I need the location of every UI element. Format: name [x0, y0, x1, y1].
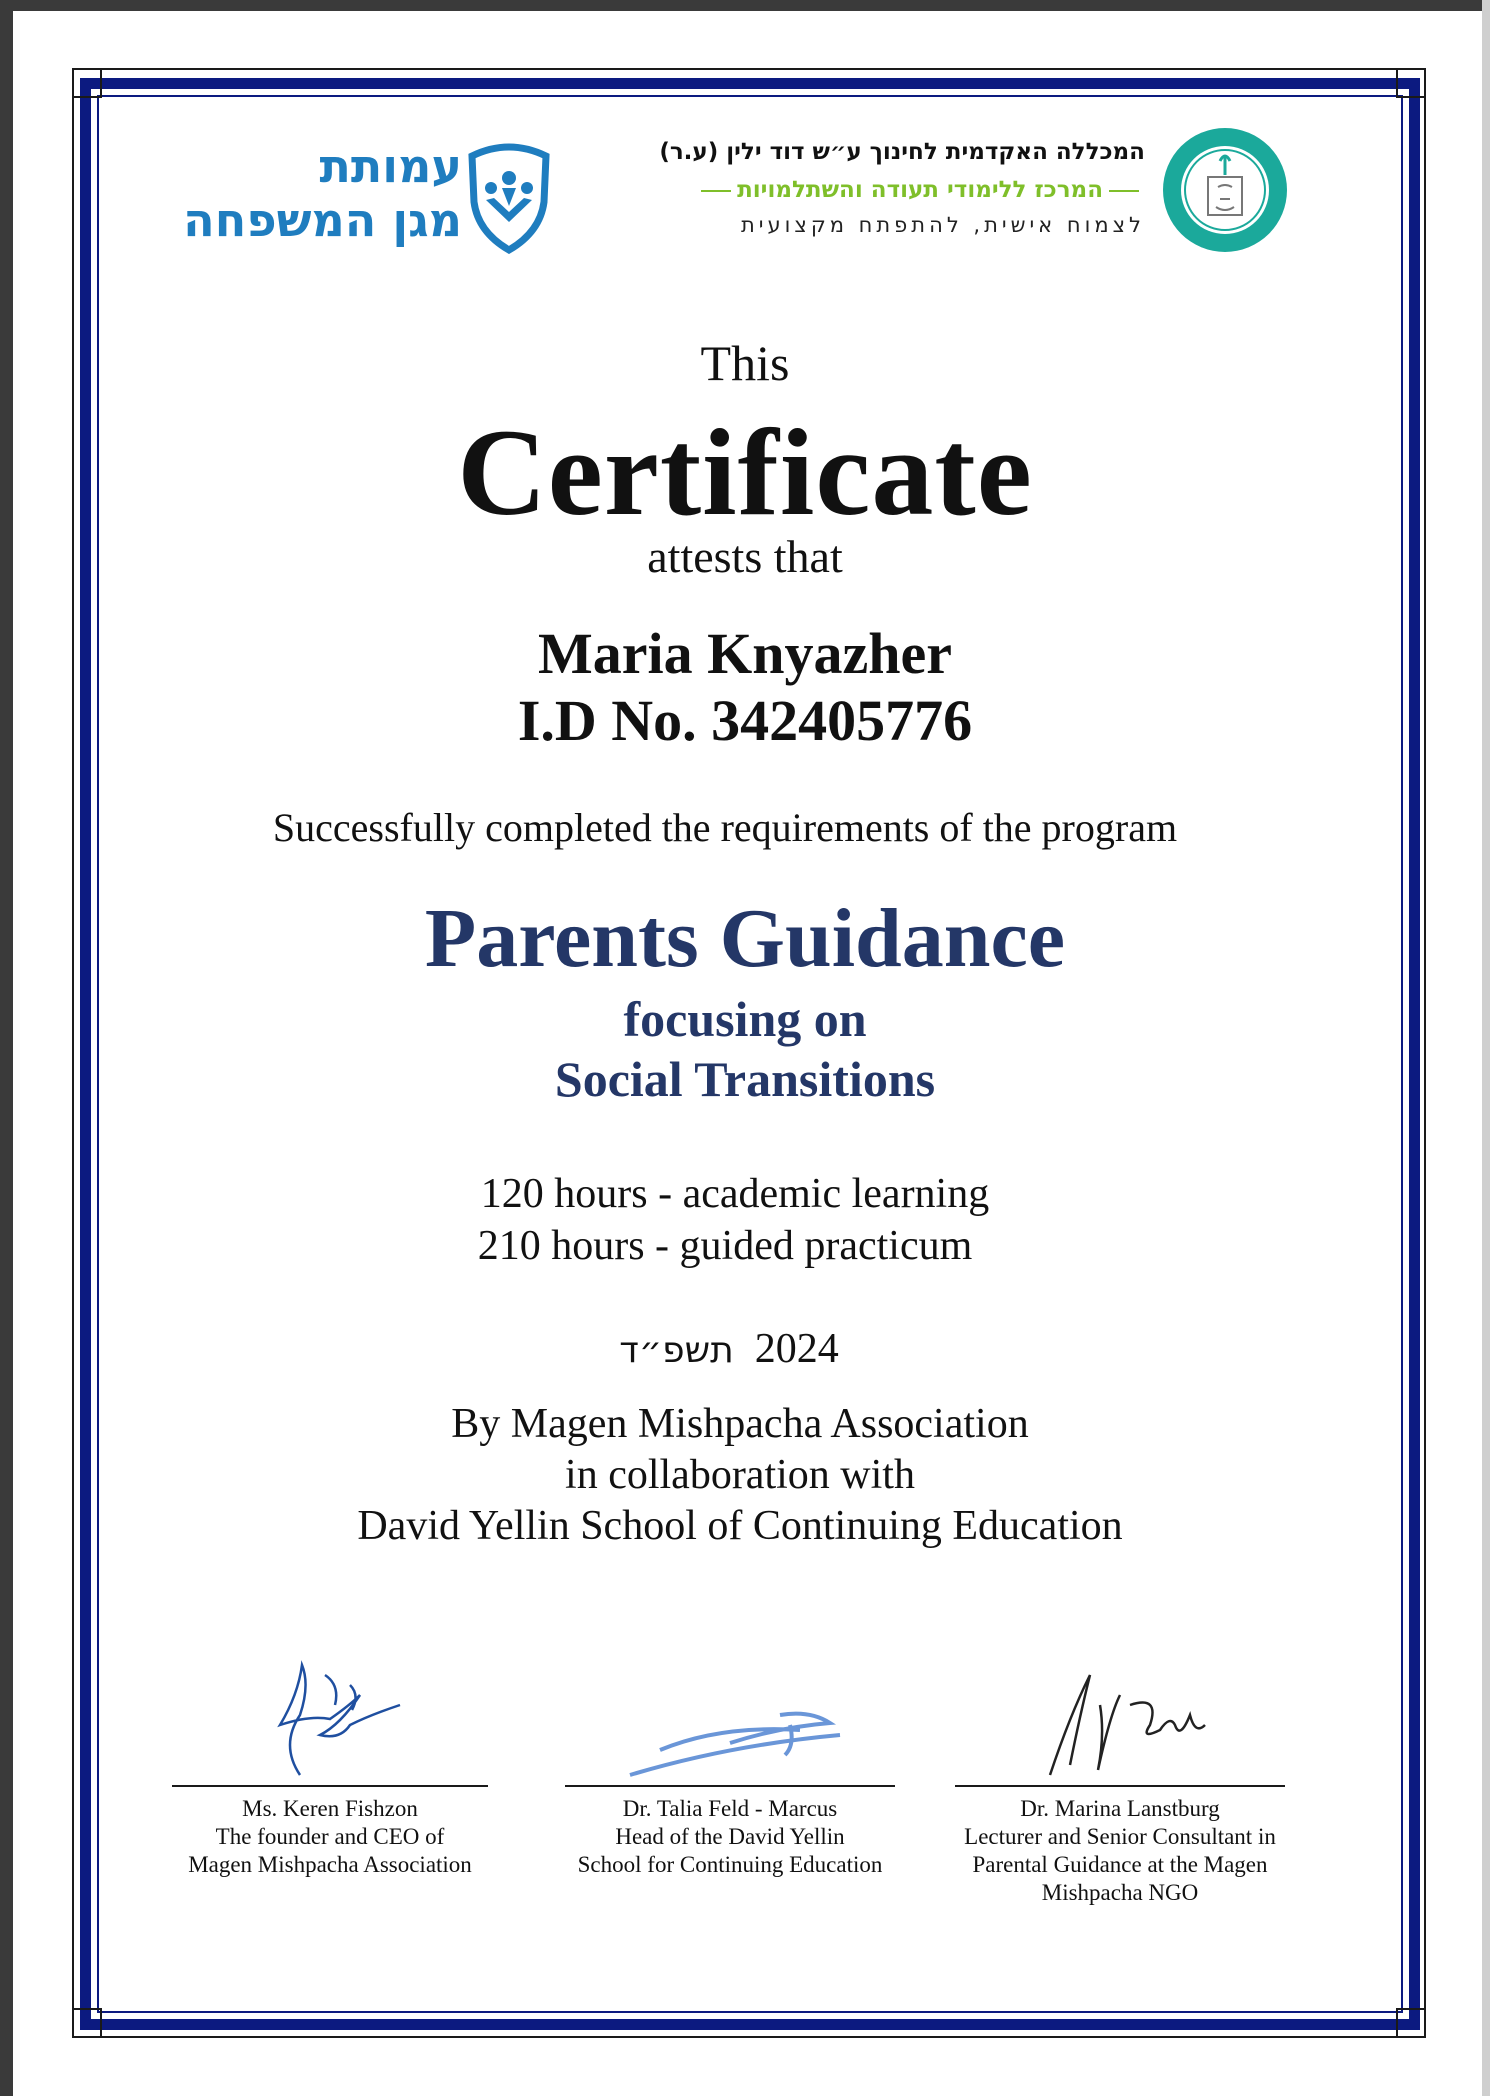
logo-left-line2: מגן המשפחה: [183, 193, 462, 247]
window-left-edge: [0, 0, 13, 2096]
signatory-name: Dr. Talia Feld - Marcus: [622, 1796, 838, 1821]
logo-left-line1: עמותת: [319, 139, 462, 193]
signature-block: [950, 1655, 1290, 1907]
hours-academic: 120 hours - academic learning: [480, 1171, 990, 1217]
window-right-edge: [1482, 0, 1490, 2096]
window-top-edge: [0, 0, 1490, 11]
frame-corner: [1396, 2008, 1426, 2038]
signatory-title: Mishpacha NGO: [1041, 1880, 1199, 1905]
logo-right-line2: המרכז ללימודי תעודה והשתלמויות: [695, 177, 1145, 203]
completion-text: Successfully completed the requirements of the program: [272, 805, 1178, 850]
program-subtitle-1: focusing on: [623, 991, 867, 1047]
program-name: Parents Guidance: [424, 892, 1066, 985]
signature-block: [160, 1655, 500, 1879]
handwritten-signature: [580, 1655, 880, 1785]
signatory-title: Lecturer and Senior Consultant in: [964, 1824, 1276, 1849]
issuer-line-1: By Magen Mishpacha Association: [451, 1401, 1029, 1447]
magen-mishpacha-logo: [160, 138, 560, 258]
signatory-name: Ms. Keren Fishzon: [242, 1796, 418, 1821]
recipient-id: I.D No. 342405776: [517, 688, 973, 753]
signatory-title: Parental Guidance at the Magen: [972, 1852, 1268, 1877]
david-yellin-logo: [610, 125, 1300, 255]
certificate-title: Certificate: [457, 404, 1033, 541]
signatory-title: Head of the David Yellin: [615, 1824, 845, 1849]
program-subtitle-2: Social Transitions: [554, 1051, 936, 1107]
college-seal-icon: [1160, 125, 1290, 255]
year-gregorian: 2024: [754, 1326, 839, 1372]
handwritten-signature: [240, 1655, 420, 1785]
signatory-name: Dr. Marina Lanstburg: [1020, 1796, 1220, 1821]
signatory-title: Magen Mishpacha Association: [188, 1852, 472, 1877]
certificate-attests: attests that: [647, 531, 843, 582]
year-hebrew: תשפ״ד: [619, 1330, 734, 1371]
frame-corner: [72, 2008, 102, 2038]
issuer-line-3: David Yellin School of Continuing Education: [357, 1503, 1123, 1549]
certificate-year: [0, 1325, 1470, 1373]
certificate-intro: This: [700, 335, 790, 391]
signature-block: [560, 1655, 900, 1879]
signatory-title: School for Continuing Education: [577, 1852, 883, 1877]
hours-practicum: 210 hours - guided practicum: [477, 1223, 973, 1269]
shield-family-icon: [466, 142, 552, 254]
frame-corner: [72, 68, 102, 98]
frame-corner: [1396, 68, 1426, 98]
issuer-line-2: in collaboration with: [565, 1452, 915, 1498]
handwritten-signature: [1010, 1655, 1230, 1785]
signatory-title: The founder and CEO of: [215, 1824, 445, 1849]
logo-right-line1: המכללה האקדמית לחינוך ע״ש דוד ילין (ע.ר): [659, 139, 1145, 165]
recipient-name: Maria Knyazher: [538, 621, 952, 686]
logo-right-line3: לצמוח אישית, להתפתח מקצועית: [741, 213, 1145, 237]
